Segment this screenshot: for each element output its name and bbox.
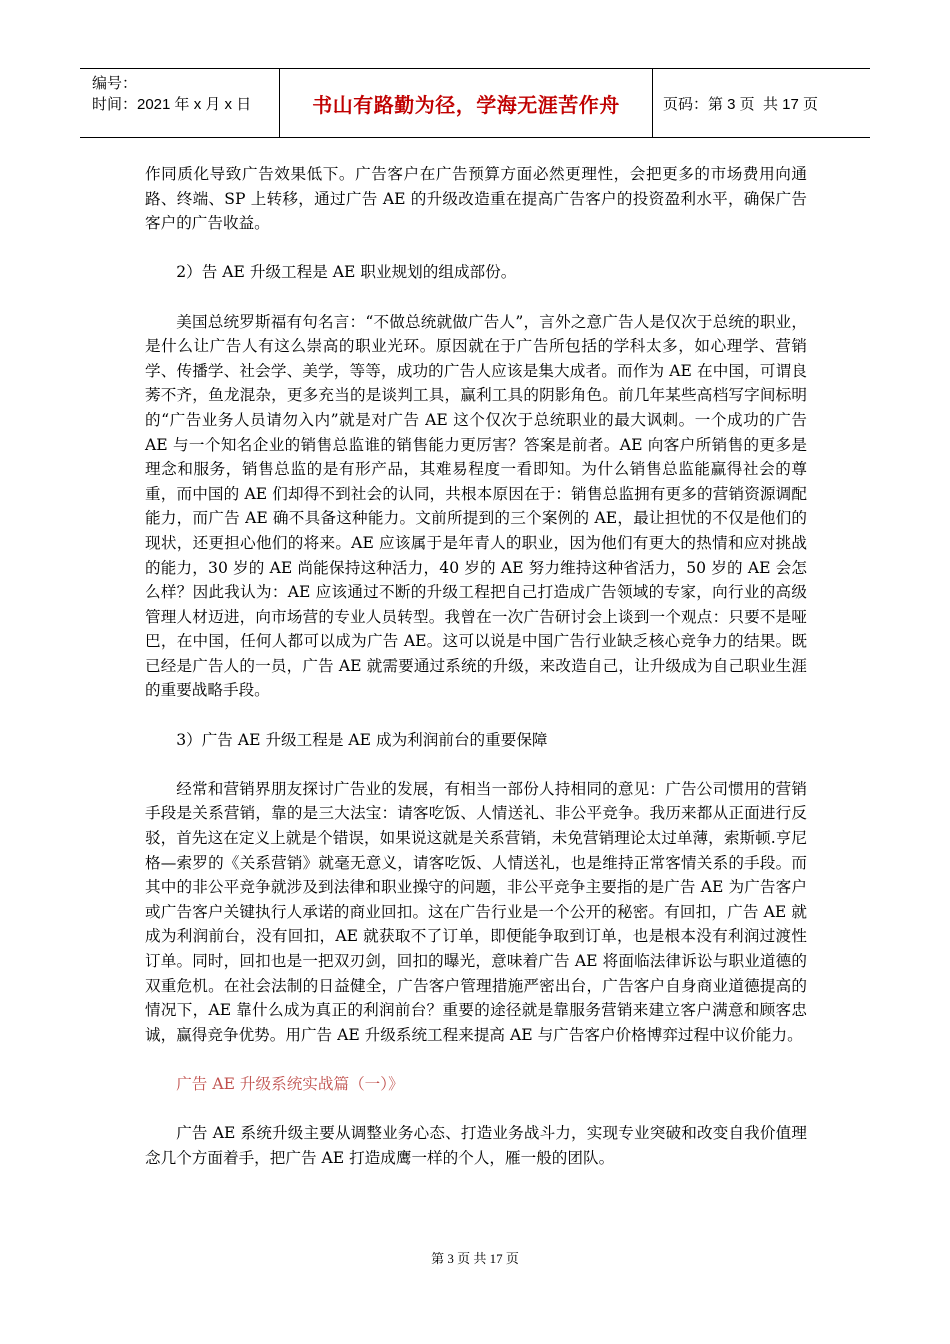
paragraph-2: 美国总统罗斯福有句名言：“不做总统就做广告人”，言外之意广告人是仅次于总统的职业，是什么让广告人有这么崇高的职业光环。原因就在于广告所包括的学科太多，如心理学、营销学、传播学、社会学、美学，等等，成功的广告人应该是集大成者。而作为 AE 在中国，可谓良莠不齐，鱼龙混杂，更多充当的是谈判工具，赢利工具的阴影角色。前几年某些高档写字间标明的“广告业务人员请勿入内”就是对广告 AE 这个仅次于总统职业的最大讽刺。一个成功的广告 AE 与一个知名企业的销售总监谁的销售能力更厉害？答案是前者。AE 向客户所销售的更多是理念和服务，销售总监的是有形产品，其难易程度一看即知。为什么销售总监能赢得社会的尊重，而中国的 AE 们却得不到社会的认同，共根本原因在于：销售总监拥有更多的营销资源调配能力，而广告 AE 确不具备这种能力。文前所提到的三个案例的 AE，最让担忧的不仅是他们的现状，还更担心他们的将来。AE 应该属于是年青人的职业，因为他们有更大的热情和应对挑战的能力，30 岁的 AE 尚能保持这种活力，40 岁的 AE 努力维持这种省活力，50 岁的 AE 会怎么样？因此我认为：AE 应该通过不断的升级工程把自己打造成广告领域的专家，向行业的高级管理人材迈进，向市场营的专业人员转型。我曾在一次广告研讨会上谈到一个观点：只要不是哑巴，在中国，任何人都可以成为广告 AE。这可以说是中国广告行业缺乏核心竞争力的结果。既已经是广告人的一员，广告 AE 就需要通过系统的升级，来改造自己，让升级成为自己职业生涯的重要战略手段。 xyxy=(145,312,807,700)
paragraph-4: 广告 AE 系统升级主要从调整业务心态、打造业务战斗力，实现专业突破和改变自我价值理念几个方面着手，把广告 AE 打造成鹰一样的个人，雁一般的团队。 xyxy=(145,1124,807,1167)
page-info-text: 页码：第 3 页 共 17 页 xyxy=(663,95,819,113)
document-date: 时间：2021 年 x 月 x 日 xyxy=(92,96,252,113)
header-page-info xyxy=(653,69,870,137)
section-heading-2: 2）告 AE 升级工程是 AE 职业规划的组成部份。 xyxy=(176,263,517,282)
document-number-label: 编号： xyxy=(92,75,138,92)
header-meta xyxy=(80,69,280,137)
header-motto: 书山有路勤为径，学海无涯苦作舟 xyxy=(280,69,653,137)
page-header xyxy=(80,68,870,138)
paragraph-3: 经常和营销界朋友探讨广告业的发展，有相当一部份人持相同的意见：广告公司惯用的营销手段是关系营销，靠的是三大法宝：请客吃饭、人情送礼、非公平竞争。我历来都从正面进行反驳，首先这在定义上就是个错误，如果说这就是关系营销，未免营销理论太过单薄，索斯顿.亨尼格—索罗的《关系营销》就毫无意义，请客吃饭、人情送礼，也是维持正常客情关系的手段。而其中的非公平竞争就涉及到法律和职业操守的问题，非公平竞争主要指的是广告 AE 为广告客户或广告客户关键执行人承诺的商业回扣。这在广告行业是一个公开的秘密。有回扣，广告 AE 就成为利润前台，没有回扣，AE 就获取不了订单，即便能争取到订单，也是根本没有利润过渡性订单。同时，回扣也是一把双刃剑，回扣的曝光，意味着广告 AE 将面临法律诉讼与职业道德的双重危机。在社会法制的日益健全，广告客户管理措施严密出台，广告客户自身商业道德提高的情况下，AE 靠什么成为真正的利润前台？重要的途径就是靠服务营销来建立客户满意和顾客忠诚，赢得竞争优势。用广告 AE 升级系统工程来提高 AE 与广告客户价格博弈过程中议价能力。 xyxy=(145,779,807,1044)
page-footer: 第 3 页 共 17 页 xyxy=(431,1251,519,1266)
paragraph-1: 作同质化导致广告效果低下。广告客户在广告预算方面必然更理性，会把更多的市场费用向通路、终端、SP 上转移，通过广告 AE 的升级改造重在提高广告客户的投资盈利水平，确保广告客户的广告收益。 xyxy=(145,165,807,233)
section-heading-3: 3）广告 AE 升级工程是 AE 成为利润前台的重要保障 xyxy=(176,730,548,749)
section-link[interactable]: 广告 AE 升级系统实战篇（一）》 xyxy=(176,1074,404,1093)
document-body xyxy=(145,162,807,1195)
